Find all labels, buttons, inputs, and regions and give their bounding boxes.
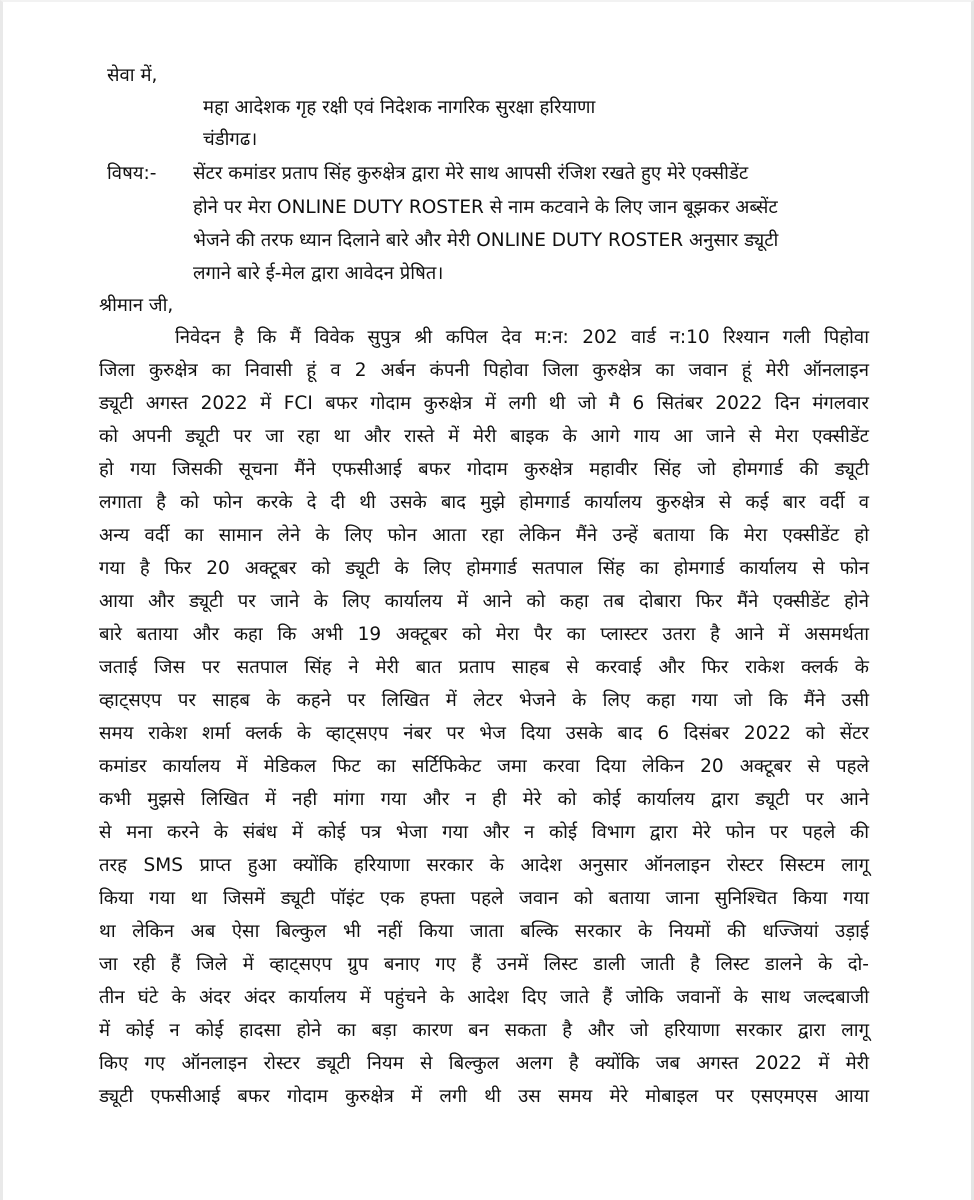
body-line: में कोई न कोई हादसा होने का बड़ा कारण बन सकता है और जो हरियाणा सरकार द्वारा लागू [99,1020,869,1041]
body-line: आया और ड्यूटी पर जाने के लिए कार्यालय में आने को कहा तब दोबारा फिर मैंने एक्सीडेंट होने [99,591,869,612]
greeting: श्रीमान जी, [99,295,174,316]
body-line: गया है फिर 20 अक्टूबर को ड्यूटी के लिए होमगार्ड सतपाल सिंह का होमगार्ड कार्यालय से फोन [99,558,869,579]
recipient-line-2: चंडीगढ। [203,129,258,150]
body-line: हो गया जिसकी सूचना मैंने एफसीआई बफर गोदाम कुरुक्षेत्र महावीर सिंह जो होमगार्ड की ड्यूटी [99,459,869,480]
body-line: को अपनी ड्यूटी पर जा रहा था और रास्ते में मेरी बाइक के आगे गाय आ जाने से मेरा एक्सीडेंट [99,426,869,447]
body-line: तरह SMS प्राप्त हुआ क्योंकि हरियाणा सरकार के आदेश अनुसार ऑनलाइन रोस्टर सिस्टम लागू [99,855,869,876]
body-line: कभी मुझसे लिखित में नही मांगा गया और न ही मेरे को कोई कार्यालय द्वारा ड्यूटी पर आने [99,789,869,810]
body-line: ड्यूटी अगस्त 2022 में FCI बफर गोदाम कुरुक्षेत्र में लगी थी जो मै 6 सितंबर 2022 दिन मंगलवार [99,393,869,414]
subject-line: सेंटर कमांडर प्रताप सिंह कुरुक्षेत्र द्वारा मेरे साथ आपसी रंजिश रखते हुए मेरे एक्सीडेंट [193,163,749,184]
body-line: बारे बताया और कहा कि अभी 19 अक्टूबर को मेरा पैर का प्लास्टर उतरा है आने में असमर्थता [99,624,869,645]
body-line: किया गया था जिसमें ड्यूटी पॉइंट एक हफ्ता पहले जवान को बताया जाना सुनिश्चित किया गया [99,888,869,909]
body-line: कमांडर कार्यालय में मेडिकल फिट का सर्टिफिकेट जमा करवा दिया लेकिन 20 अक्टूबर से पहले [99,756,869,777]
body-line: ड्यूटी एफसीआई बफर गोदाम कुरुक्षेत्र में लगी थी उस समय मेरे मोबाइल पर एसएमएस आया [99,1086,869,1107]
recipient-line-1: महा आदेशक गृह रक्षी एवं निदेशक नागरिक सुरक्षा हरियाणा [203,97,596,118]
body-line: लगाता है को फोन करके दे दी थी उसके बाद मुझे होमगार्ड कार्यालय कुरुक्षेत्र से कई बार वर्दी व [99,492,869,513]
body-line: जिला कुरुक्षेत्र का निवासी हूं व 2 अर्बन कंपनी पिहोवा जिला कुरुक्षेत्र का जवान हूं मेरी ऑनलाइन [99,360,869,381]
subject-line: होने पर मेरा ONLINE DUTY ROSTER से नाम कटवाने के लिए जान बूझकर अब्सेंट [193,197,778,218]
body-line: व्हाट्सएप पर साहब के कहने पर लिखित में लेटर भेजने के लिए कहा गया जो कि मैंने उसी [99,690,869,711]
subject-line: भेजने की तरफ ध्यान दिलाने बारे और मेरी ONLINE DUTY ROSTER अनुसार ड्यूटी [193,230,779,251]
body-line: समय राकेश शर्मा क्लर्क के व्हाट्सएप नंबर पर भेज दिया उसके बाद 6 दिसंबर 2022 को सेंटर [99,723,869,744]
body-line: से मना करने के संबंध में कोई पत्र भेजा गया और न कोई विभाग द्वारा मेरे फोन पर पहले की [99,822,869,843]
body-line: था लेकिन अब ऐसा बिल्कुल भी नहीं किया जाता बल्कि सरकार के नियमों की धज्जियां उड़ाई [99,921,869,942]
body-line: किए गए ऑनलाइन रोस्टर ड्यूटी नियम से बिल्कुल अलग है क्योंकि जब अगस्त 2022 में मेरी [99,1053,869,1074]
body-line: अन्य वर्दी का सामान लेने के लिए फोन आता रहा लेकिन मैंने उन्हें बताया कि मेरा एक्सीडेंट हो [99,525,869,546]
subject-label: विषय:- [107,163,157,184]
subject-line: लगाने बारे ई-मेल द्वारा आवेदन प्रेषित। [193,263,444,284]
body-line: तीन घंटे के अंदर अंदर कार्यालय में पहुंचने के आदेश दिए जाते हैं जोकि जवानों के साथ जल्दबाजी [99,987,869,1008]
body-line: जताई जिस पर सतपाल सिंह ने मेरी बात प्रताप साहब से करवाई और फिर राकेश क्लर्क के [99,657,869,678]
salutation-to: सेवा में, [107,65,158,86]
body-line: जा रही हैं जिले में व्हाट्सएप ग्रुप बनाए गए हैं उनमें लिस्ट डाली जाती है लिस्ट डालने के दो- [99,954,869,975]
body-line: निवेदन है कि मैं विवेक सुपुत्र श्री कपिल देव म:न: 202 वार्ड न:10 रिश्यान गली पिहोवा [175,327,869,348]
